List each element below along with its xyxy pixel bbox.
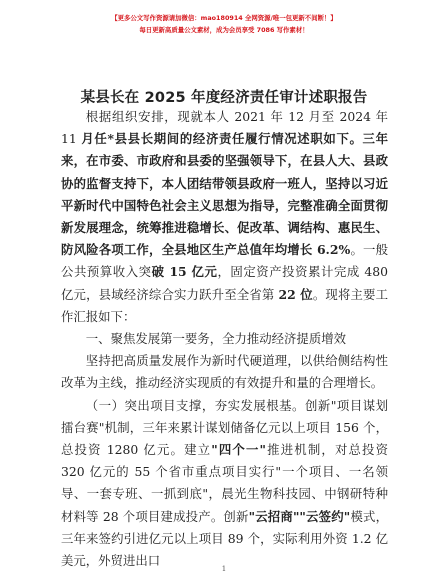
promo-banner-line-2: 每日更新高质量公文素材，成为会员享受 7086 写作素材！ xyxy=(139,26,309,34)
province-rank-value: 22 位 xyxy=(278,286,313,302)
gdp-growth-value: 6.2% xyxy=(316,242,351,258)
paragraph-subsection-1 xyxy=(61,395,388,573)
section-heading-1: 一、聚焦发展第一要务，全力推动经济提质增效 xyxy=(85,331,346,347)
intro-text-5: 。现将主要工作汇报如下： xyxy=(61,286,388,324)
subsection-1-text-1: 创新"项目谋划擂台赛"机制，三年来累计谋划储备亿元以上项目 156 个，总投资 1280 亿元。建立 xyxy=(61,397,389,458)
cloud-investment-model: "云招商""云签约" xyxy=(248,508,351,524)
intro-text-3: 。一般公共预算收入突 xyxy=(61,242,388,280)
paragraph-section-1-intro: 坚持把高质量发展作为新时代硬道理，以供给侧结构性改革为主线，推动经济实现质的有效提升和量的合理增长。 xyxy=(61,353,388,391)
subsection-1-text-2: 推进机制，对总投资 320 亿元的 55 个省市重点项目实行"一个项目、一名领导、一套专班、一抓到底"，晨光生物科技园、中钢研特种材料等 28 个项目建成投产。创新 xyxy=(61,442,389,524)
intro-text-1: 根据组织安排，现就本人 2021 年 12 月至 2024 年 11 xyxy=(61,109,388,147)
promo-banner xyxy=(84,12,364,36)
four-one-mechanism: "四个一" xyxy=(211,442,266,458)
subsection-1-heading: （一）突出项目支撑，夯实发展根基。 xyxy=(85,397,305,413)
page-number: 1 xyxy=(221,565,227,573)
revenue-value: 破 15 亿元 xyxy=(151,264,218,280)
paragraph-intro xyxy=(61,106,388,328)
document-title: 某县长在 2025 年度经济责任审计述职报告 xyxy=(80,90,368,106)
intro-text-4: ，固定资产投资累计完成 480 亿元，县域经济综合实力跃升至全省第 xyxy=(61,264,389,302)
document-body xyxy=(61,106,388,572)
subsection-1-text-3: 模式，三年来签约引进亿元以上项目 89 个，实际利用外资 1.2 亿美元，外贸进出口 xyxy=(61,508,388,569)
intro-text-2: 月任*县县长期间的经济责任履行情况述职如下。三年来，在市委、市政府和县委的坚强领导下，在县人大、县政协的监督支持下，本人团结带领县政府一班人，坚持以习近平新时代中国特色社会主义思想为指导，完整准确全面贯彻新发展理念，统筹推进稳增长、促改革、调结构、惠民生、防风险各项工作，全县地区生产总值年均增长 xyxy=(61,131,388,258)
promo-banner-line-1: 【更多公文写作资源请加微信：mao180914 全网资源/唯一包更新不间断！】 xyxy=(111,14,337,22)
